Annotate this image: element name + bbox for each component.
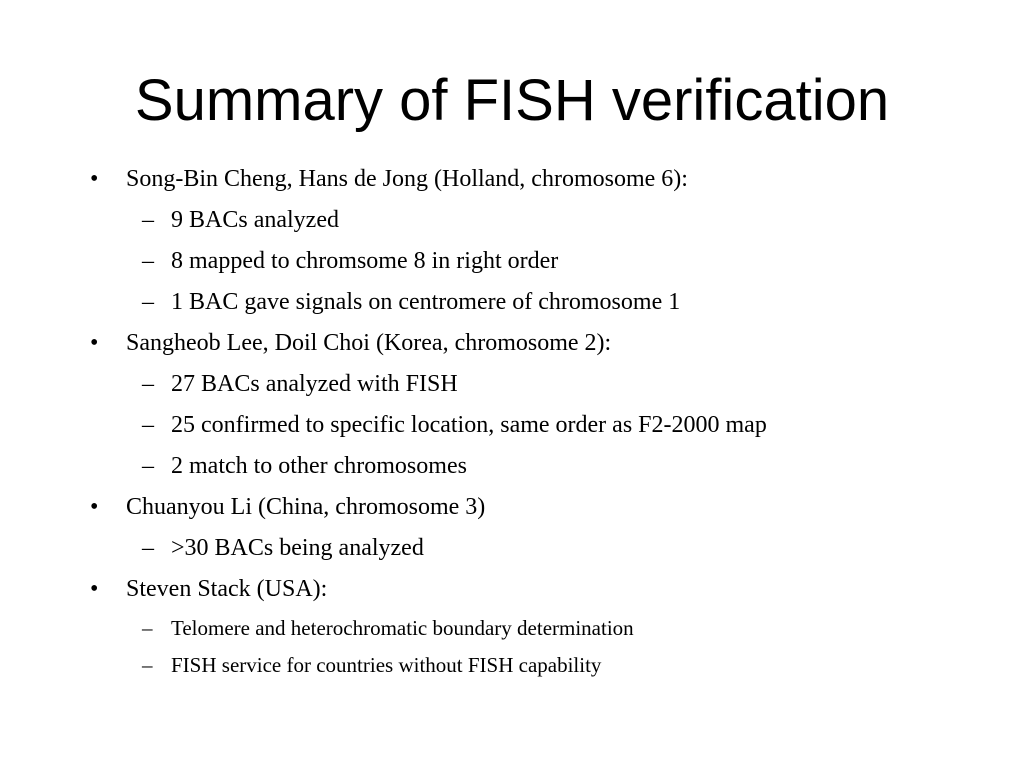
sub-bullet-text: 27 BACs analyzed with FISH: [171, 371, 458, 397]
bullet-text: Song-Bin Cheng, Hans de Jong (Holland, chromosome 6):: [126, 166, 688, 192]
dash-marker: –: [142, 371, 154, 397]
sub-bullet-item: [90, 447, 990, 488]
dash-marker: –: [142, 207, 154, 233]
bullet-marker: •: [90, 576, 99, 602]
sub-bullet-item: [90, 648, 990, 685]
dash-marker: –: [142, 412, 154, 438]
bullet-text: Chuanyou Li (China, chromosome 3): [126, 494, 486, 520]
bullet-item: [90, 324, 990, 365]
dash-marker: –: [142, 653, 153, 677]
dash-marker: –: [142, 616, 153, 640]
sub-bullet-text: FISH service for countries without FISH capability: [171, 653, 602, 677]
dash-marker: –: [142, 289, 154, 315]
sub-bullet-text: 2 match to other chromosomes: [171, 453, 467, 479]
bullet-item: [90, 570, 990, 611]
dash-marker: –: [142, 535, 154, 561]
sub-bullet-text: 25 confirmed to specific location, same order as F2-2000 map: [171, 412, 767, 438]
bullet-item: [90, 488, 990, 529]
dash-marker: –: [142, 248, 154, 274]
sub-bullet-item: [90, 611, 990, 648]
dash-marker: –: [142, 453, 154, 479]
slide-title: Summary of FISH verification: [134, 68, 890, 133]
sub-bullet-text: Telomere and heterochromatic boundary determination: [171, 616, 634, 640]
sub-bullet-item: [90, 365, 990, 406]
bullet-marker: •: [90, 494, 99, 520]
sub-bullet-text: 1 BAC gave signals on centromere of chromosome 1: [171, 289, 681, 315]
bullet-item: [90, 160, 990, 201]
sub-bullet-item: [90, 283, 990, 324]
sub-bullet-item: [90, 242, 990, 283]
bullet-list: [90, 160, 990, 685]
bullet-text: Sangheob Lee, Doil Choi (Korea, chromosome 2):: [126, 330, 612, 356]
sub-bullet-item: [90, 406, 990, 447]
bullet-marker: •: [90, 330, 99, 356]
sub-bullet-text: 9 BACs analyzed: [171, 207, 339, 233]
bullet-marker: •: [90, 166, 99, 192]
sub-bullet-text: 8 mapped to chromsome 8 in right order: [171, 248, 559, 274]
bullet-text: Steven Stack (USA):: [126, 576, 328, 602]
sub-bullet-item: [90, 201, 990, 242]
sub-bullet-item: [90, 529, 990, 570]
sub-bullet-text: >30 BACs being analyzed: [171, 535, 424, 561]
